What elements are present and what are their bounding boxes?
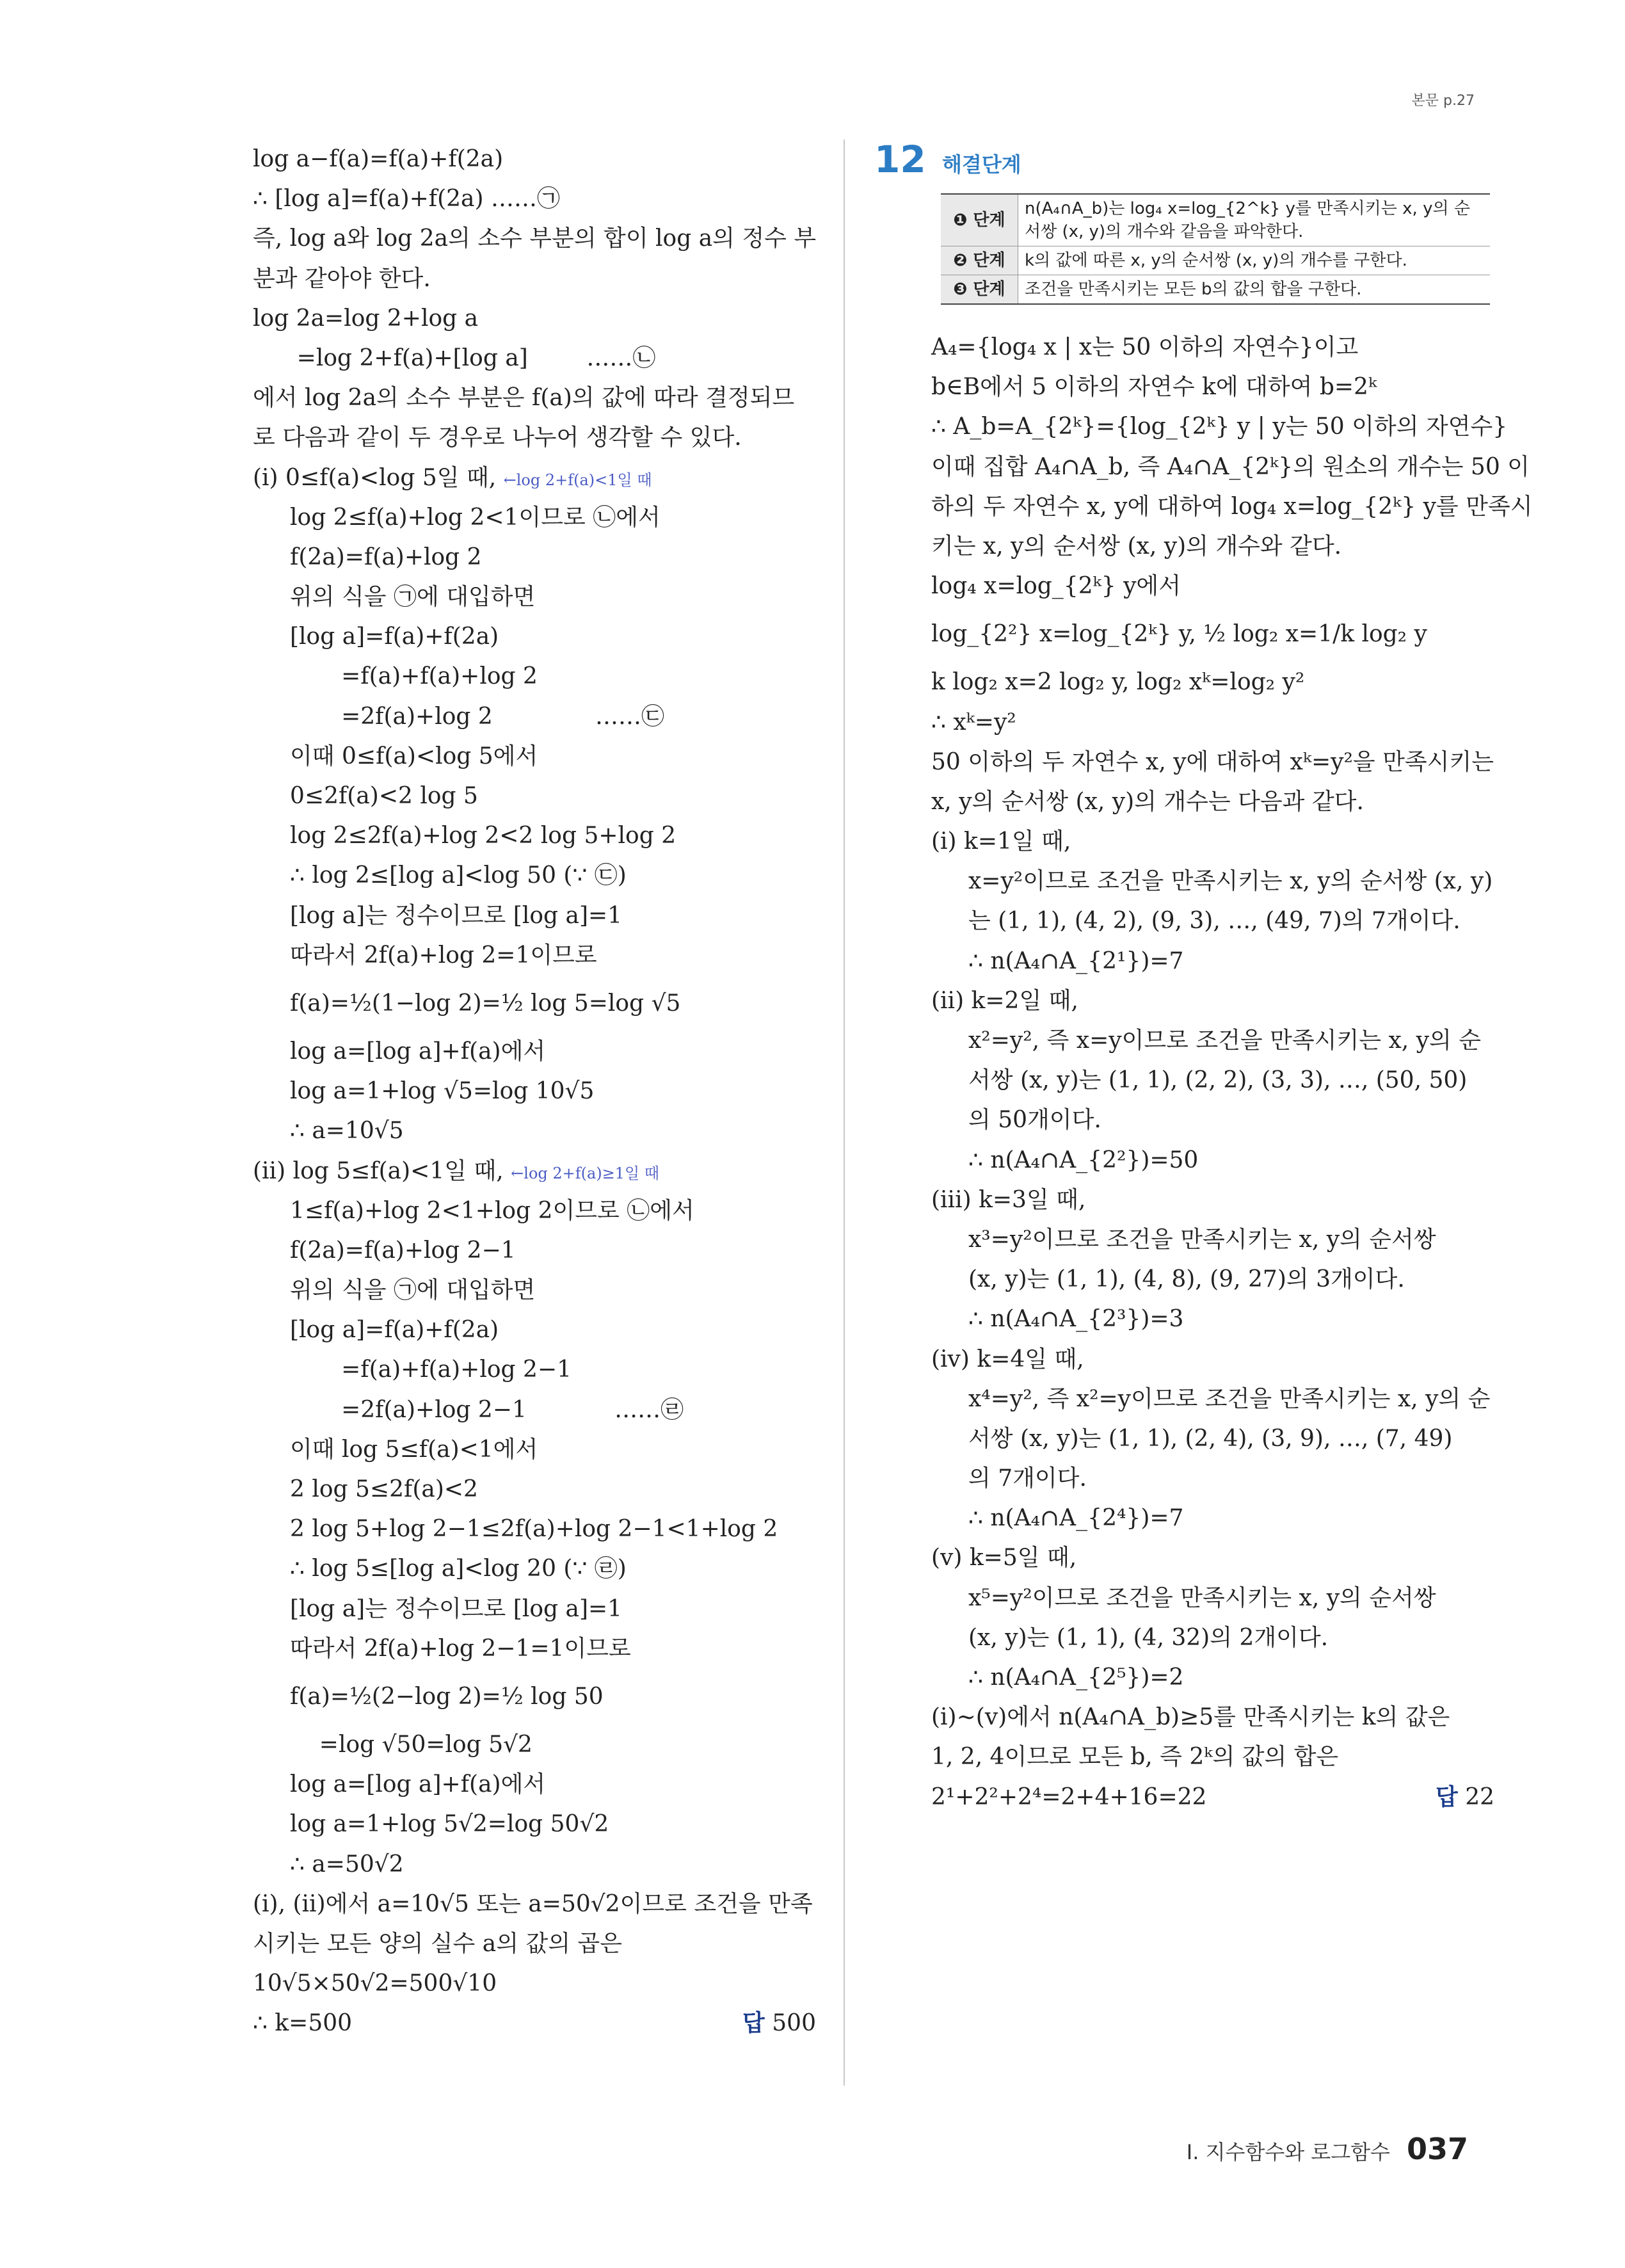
text-line: 키는 x, y의 순서쌍 (x, y)의 개수와 같다. [931, 533, 1342, 559]
case-text: (ii) log 5≤f(a)<1일 때, [253, 1157, 504, 1184]
text-line: ∴ xᵏ=y² [931, 709, 1016, 736]
case-heading [253, 458, 816, 498]
text-line: 이때 0≤f(a)<log 5에서 [290, 743, 538, 769]
column-divider [844, 140, 845, 2086]
text-line: 따라서 2f(a)+log 2−1=1이므로 [290, 1635, 631, 1662]
page-reference: 본문 p.27 [1411, 93, 1475, 109]
step-text: n(A₄∩A_b)는 log₄ x=log_{2^k} y를 만족시키는 x, y의 순서쌍 (x, y)의 개수와 같음을 파악한다. [1018, 194, 1491, 246]
text-line: [log a]는 정수이므로 [log a]=1 [290, 902, 623, 929]
answer-value: 500 [772, 2010, 816, 2037]
case-heading: (iv) k=4일 때, [931, 1346, 1084, 1372]
text-line: x³=y²이므로 조건을 만족시키는 x, y의 순서쌍 [968, 1226, 1436, 1253]
text-line: 0≤2f(a)<2 log 5 [290, 783, 478, 809]
text-line: log a−f(a)=f(a)+f(2a) [253, 146, 504, 172]
text-line: 10√5×50√2=500√10 [253, 1970, 497, 1997]
step-text: 조건을 만족시키는 모든 b의 값의 합을 구한다. [1018, 275, 1491, 305]
answer-row [253, 2004, 816, 2043]
step-row [941, 246, 1490, 275]
text-line: 의 7개이다. [968, 1465, 1087, 1492]
case-heading: (v) k=5일 때, [931, 1545, 1077, 1572]
text-line: 이때 log 5≤f(a)<1에서 [290, 1436, 538, 1463]
text-line: ∴ n(A₄∩A_{2⁴})=7 [968, 1505, 1184, 1532]
page-number: 037 [1406, 2132, 1468, 2166]
text-line: ∴ log 5≤[log a]<log 20 (∵ ㉣) [290, 1556, 627, 1582]
case-heading: (ii) k=2일 때, [931, 987, 1078, 1014]
text-line: 따라서 2f(a)+log 2=1이므로 [290, 942, 597, 969]
text-line: =log √50=log 5√2 [290, 1731, 532, 1758]
text-line: 하의 두 자연수 x, y에 대하여 log₄ x=log_{2ᵏ} y를 만족시 [931, 493, 1533, 520]
text-line: (x, y)는 (1, 1), (4, 32)의 2개이다. [968, 1624, 1329, 1651]
text-line: 이때 집합 A₄∩A_b, 즉 A₄∩A_{2ᵏ}의 원소의 개수는 50 이 [931, 453, 1530, 480]
text-line: x=y²이므로 조건을 만족시키는 x, y의 순서쌍 (x, y) [968, 868, 1493, 895]
text-line: 1≤f(a)+log 2<1+log 2이므로 ㉡에서 [290, 1197, 694, 1224]
text-line: ∴ [log a]=f(a)+f(2a) ……㉠ [253, 186, 561, 213]
text-line: b∈B에서 5 이하의 자연수 k에 대하여 b=2ᵏ [931, 374, 1377, 401]
text-line: x⁴=y², 즉 x²=y이므로 조건을 만족시키는 x, y의 순 [968, 1385, 1491, 1412]
text-line: log 2a=log 2+log a [253, 305, 479, 332]
answer-row [931, 1778, 1494, 1817]
step-label: ❶ 단계 [941, 194, 1018, 246]
text-line: 의 50개이다. [968, 1107, 1101, 1134]
formula-line: f(a)=½(1−log 2)=½ log 5=log √5 [290, 990, 681, 1017]
step-row [941, 194, 1490, 246]
left-column [253, 140, 816, 2043]
text-line: ∴ n(A₄∩A_{2³})=3 [968, 1306, 1184, 1333]
text-line: x⁵=y²이므로 조건을 만족시키는 x, y의 순서쌍 [968, 1584, 1436, 1611]
text-line: f(2a)=f(a)+log 2 [290, 543, 482, 570]
text-line: log₄ x=log_{2ᵏ} y에서 [931, 573, 1181, 600]
text-line: x, y의 순서쌍 (x, y)의 개수는 다음과 같다. [931, 788, 1364, 815]
text-line: 분과 같아야 한다. [253, 265, 431, 292]
step-label: ❸ 단계 [941, 275, 1018, 305]
text-line: k log₂ x=2 log₂ y, log₂ xᵏ=log₂ y² [931, 669, 1305, 696]
text-line: log a=1+log √5=log 10√5 [290, 1078, 595, 1105]
text-line: 에서 log 2a의 소수 부분은 f(a)의 값에 따라 결정되므 [253, 385, 795, 412]
text-line: 위의 식을 ㉠에 대입하면 [290, 1277, 536, 1304]
text-line: log a=[log a]+f(a)에서 [290, 1771, 546, 1798]
answer-label: 답 [1435, 1783, 1458, 1810]
step-row [941, 275, 1490, 305]
problem-number: 12 [874, 138, 926, 181]
text-line: [log a]=f(a)+f(2a) [290, 623, 499, 650]
text-line: 2¹+2²+2⁴=2+4+16=22 [931, 1783, 1207, 1810]
answer-label: 답 [742, 2010, 765, 2037]
text-line: log 2≤f(a)+log 2<1이므로 ㉡에서 [290, 504, 660, 531]
text-line: [log a]는 정수이므로 [log a]=1 [290, 1595, 623, 1622]
right-column [931, 328, 1533, 1817]
text-line: (i), (ii)에서 a=10√5 또는 a=50√2이므로 조건을 만족 [253, 1890, 813, 1917]
text-line: log 2≤2f(a)+log 2<2 log 5+log 2 [290, 823, 676, 849]
case-text: (i) 0≤f(a)<log 5일 때, [253, 464, 497, 491]
text-line: ∴ A_b=A_{2ᵏ}={log_{2ᵏ} y | y는 50 이하의 자연수} [931, 414, 1508, 440]
text-line: 시키는 모든 양의 실수 a의 값의 곱은 [253, 1930, 622, 1957]
answer-value: 22 [1465, 1783, 1494, 1810]
answer [1436, 1778, 1494, 1817]
text-line: 2 log 5+log 2−1≤2f(a)+log 2−1<1+log 2 [290, 1516, 778, 1543]
text-line: 서쌍 (x, y)는 (1, 1), (2, 2), (3, 3), …, (50, 50) [968, 1067, 1468, 1094]
text-line: (x, y)는 (1, 1), (4, 8), (9, 27)의 3개이다. [968, 1266, 1405, 1293]
text-line: A₄={log₄ x | x는 50 이하의 자연수}이고 [931, 334, 1359, 360]
formula-line: f(a)=½(2−log 2)=½ log 50 [290, 1683, 604, 1710]
step-label: ❷ 단계 [941, 246, 1018, 275]
page-footer [1187, 2132, 1468, 2166]
text-line: log a=[log a]+f(a)에서 [290, 1038, 546, 1065]
text-line: 서쌍 (x, y)는 (1, 1), (2, 4), (3, 9), …, (7, 49) [968, 1425, 1453, 1452]
answer [742, 2004, 816, 2043]
text-line: x²=y², 즉 x=y이므로 조건을 만족시키는 x, y의 순 [968, 1027, 1481, 1054]
text-line: f(2a)=f(a)+log 2−1 [290, 1237, 516, 1264]
text-line: =2f(a)+log 2 ……㉢ [290, 703, 664, 730]
step-text: k의 값에 따른 x, y의 순서쌍 (x, y)의 개수를 구한다. [1018, 246, 1491, 275]
margin-note: ←log 2+f(a)<1일 때 [503, 470, 652, 489]
text-line: ∴ a=10√5 [290, 1118, 404, 1145]
text-line: =2f(a)+log 2−1 ……㉣ [290, 1396, 684, 1423]
text-line: 로 다음과 같이 두 경우로 나누어 생각할 수 있다. [253, 424, 742, 451]
text-line: ∴ n(A₄∩A_{2⁵})=2 [968, 1664, 1184, 1691]
text-line: 는 (1, 1), (4, 2), (9, 3), …, (49, 7)의 7개이다. [968, 908, 1461, 935]
text-line: ∴ log 2≤[log a]<log 50 (∵ ㉢) [290, 862, 627, 889]
text-line: 위의 식을 ㉠에 대입하면 [290, 584, 536, 611]
section-title: 해결단계 [942, 152, 1021, 177]
text-line: ∴ a=50√2 [290, 1851, 404, 1878]
text-line: 즉, log a와 log 2a의 소수 부분의 합이 log a의 정수 부 [253, 225, 817, 252]
formula-line: log_{2²} x=log_{2ᵏ} y, ½ log₂ x=1/k log₂ y [931, 621, 1427, 648]
text-line: =f(a)+f(a)+log 2−1 [290, 1356, 572, 1383]
text-line: ∴ n(A₄∩A_{2²})=50 [968, 1146, 1199, 1173]
case-heading: (iii) k=3일 때, [931, 1186, 1086, 1213]
case-heading [253, 1152, 816, 1191]
text-line: 50 이하의 두 자연수 x, y에 대하여 xᵏ=y²을 만족시키는 [931, 748, 1494, 775]
text-line: 2 log 5≤2f(a)<2 [290, 1476, 478, 1502]
margin-note: ←log 2+f(a)≥1일 때 [511, 1164, 660, 1182]
text-line: [log a]=f(a)+f(2a) [290, 1317, 499, 1344]
case-heading: (i) k=1일 때, [931, 828, 1071, 855]
text-line: log a=1+log 5√2=log 50√2 [290, 1811, 609, 1838]
chapter-title: Ⅰ. 지수함수와 로그함수 [1186, 2140, 1390, 2164]
text-line: 1, 2, 4이므로 모든 b, 즉 2ᵏ의 값의 합은 [931, 1744, 1339, 1771]
text-line: ∴ n(A₄∩A_{2¹})=7 [968, 947, 1184, 974]
text-line: ∴ k=500 [253, 2010, 353, 2037]
text-line: (i)~(v)에서 n(A₄∩A_b)≥5를 만족시키는 k의 값은 [931, 1704, 1450, 1731]
solution-steps-table [941, 193, 1490, 305]
text-line: =f(a)+f(a)+log 2 [290, 663, 538, 690]
text-line: =log 2+f(a)+[log a] ……㉡ [253, 344, 656, 371]
